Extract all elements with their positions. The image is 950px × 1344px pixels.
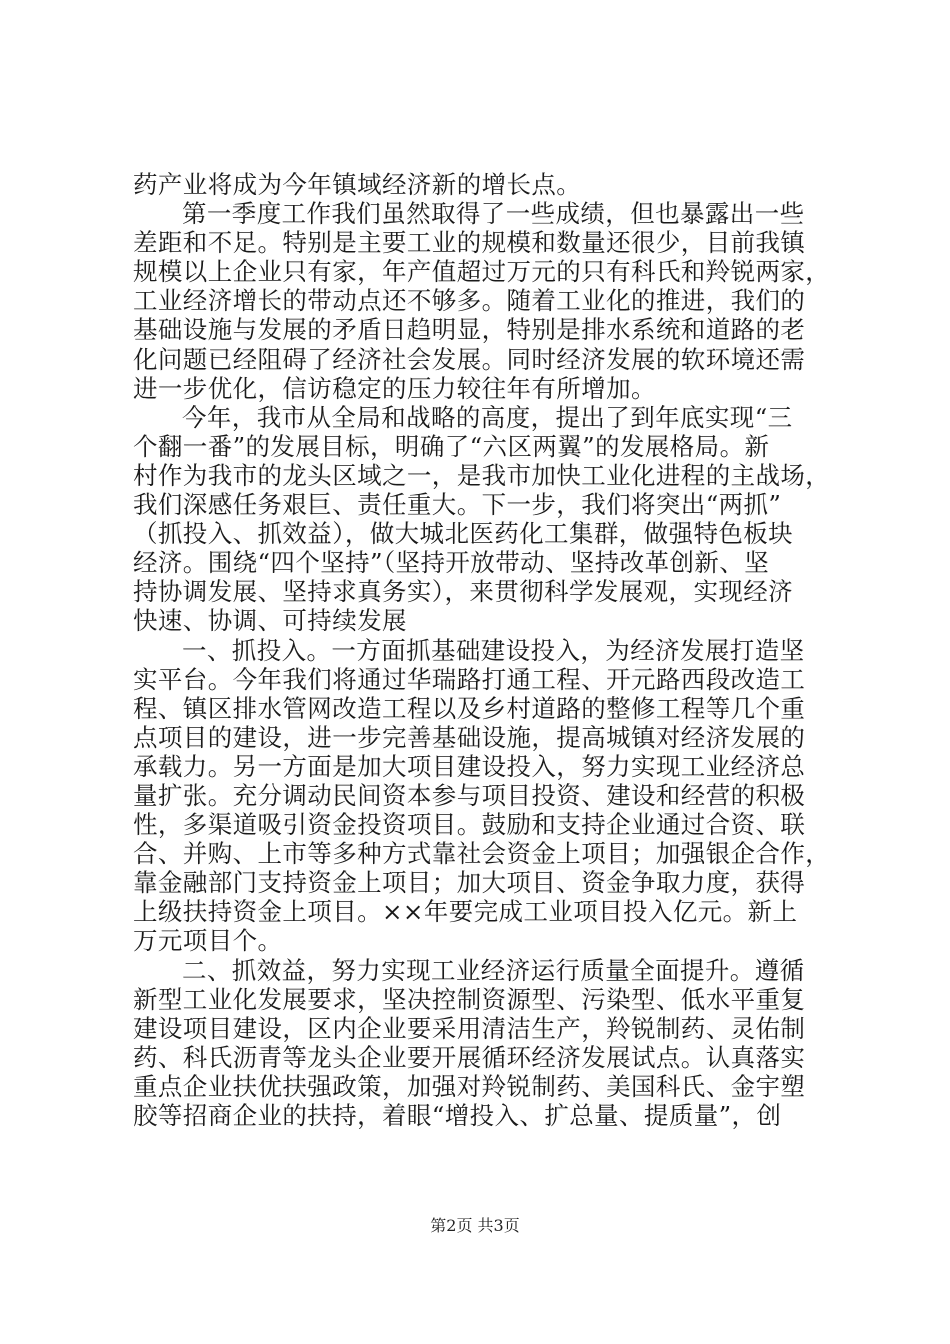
- text-line: 万元项目个。: [133, 926, 283, 956]
- text-line: 个翻一番”的发展目标，明确了“六区两翼”的发展格局。新: [133, 431, 770, 461]
- text-line: 经济。围绕“四个坚持”（坚持开放带动、坚持改革创新、坚: [133, 548, 770, 578]
- text-line: 承载力。另一方面是加大项目建设投入，努力实现工业经济总: [133, 751, 806, 781]
- text-line: 快速、协调、可持续发展: [133, 606, 407, 636]
- text-line: 持协调发展、坚持求真务实），来贯彻科学发展观，实现经济: [133, 577, 794, 607]
- text-line: 靠金融部门支持资金上项目；加大项目、资金争取力度，获得: [133, 868, 806, 898]
- text-line: 进一步优化，信访稳定的压力较往年有所增加。: [133, 373, 656, 403]
- text-line: 我们深感任务艰巨、责任重大。下一步，我们将突出“两抓”: [133, 490, 782, 520]
- text-line: 工业经济增长的带动点还不够多。随着工业化的推进，我们的: [133, 286, 806, 316]
- text-line: 基础设施与发展的矛盾日趋明显，特别是排水系统和道路的老: [133, 315, 806, 345]
- text-line: 建设项目建设，区内企业要采用清洁生产，羚锐制药、灵佑制: [133, 1013, 806, 1043]
- text-line: 药、科氏沥青等龙头企业要开展循环经济发展试点。认真落实: [133, 1042, 806, 1072]
- text-line: 上级扶持资金上项目。××年要完成工业项目投入亿元。新上: [133, 897, 798, 927]
- text-line: 村作为我市的龙头区域之一，是我市加快工业化进程的主战场，: [133, 460, 831, 490]
- text-line: 实平台。今年我们将通过华瑞路打通工程、开元路西段改造工: [133, 664, 806, 694]
- text-line: 重点企业扶优扶强政策，加强对羚锐制药、美国科氏、金宇塑: [133, 1071, 806, 1101]
- text-line: 第一季度工作我们虽然取得了一些成绩，但也暴露出一些: [182, 199, 805, 229]
- text-line: 一、抓投入。一方面抓基础建设投入，为经济发展打造坚: [182, 635, 805, 665]
- text-line: 二、抓效益，努力实现工业经济运行质量全面提升。遵循: [182, 955, 805, 985]
- text-line: 点项目的建设，进一步完善基础设施，提高城镇对经济发展的: [133, 722, 806, 752]
- text-line: 量扩张。充分调动民间资本参与项目投资、建设和经营的积极: [133, 780, 806, 810]
- text-line: 合、并购、上市等多种方式靠社会资金上项目；加强银企合作，: [133, 839, 831, 869]
- text-line: 胶等招商企业的扶持，着眼“增投入、扩总量、提质量”，创: [133, 1101, 782, 1130]
- text-line: （抓投入、抓效益），做大城北医药化工集群，做强特色板块: [133, 519, 794, 549]
- text-line: 药产业将成为今年镇域经济新的增长点。: [133, 170, 582, 199]
- text-line: 性，多渠道吸引资金投资项目。鼓励和支持企业通过合资、联: [133, 810, 806, 840]
- document-body: [133, 170, 833, 1130]
- text-line: 今年，我市从全局和战略的高度，提出了到年底实现“三: [182, 402, 793, 432]
- text-line: 新型工业化发展要求，坚决控制资源型、污染型、低水平重复: [133, 984, 806, 1014]
- text-line: 规模以上企业只有家，年产值超过万元的只有科氏和羚锐两家，: [133, 257, 831, 287]
- page-footer: [0, 1216, 950, 1236]
- page-number-label: 第2页 共3页: [430, 1216, 520, 1235]
- text-line: 化问题已经阻碍了经济社会发展。同时经济发展的软环境还需: [133, 344, 806, 374]
- text-line: 差距和不足。特别是主要工业的规模和数量还很少，目前我镇: [133, 228, 806, 258]
- text-line: 程、镇区排水管网改造工程以及乡村道路的整修工程等几个重: [133, 693, 806, 723]
